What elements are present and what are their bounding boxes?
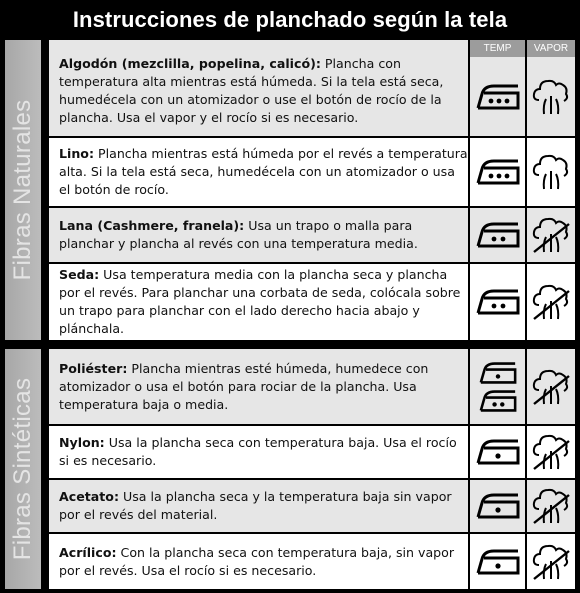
- fabric-instructions: Plancha con temperatura alta mientras está húmeda. Si la tela está seca, humedécela con un atomizador o use el botón de rocío de la plancha. Usa el vapor y el rocío si es necesario.: [59, 56, 444, 125]
- group-band-natural: [5, 40, 41, 340]
- steam-icon: [527, 138, 575, 206]
- group-divider: [0, 340, 580, 349]
- fabric-instructions: Usa la plancha seca con temperatura baja. Usa el rocío si es necesario.: [59, 435, 457, 468]
- group-label-natural: Fibras Naturales: [9, 99, 36, 281]
- no-steam-icon: [527, 534, 575, 589]
- fabric-name: Acrílico:: [59, 544, 117, 560]
- iron-one-dot-icon: [470, 534, 525, 589]
- fabric-instructions: Usa un trapo o malla para planchar y plancha al revés con una temperatura media.: [59, 218, 418, 251]
- iron-two-dots-icon: [470, 264, 525, 340]
- fabric-row-acetato: [49, 480, 468, 532]
- column-header-temp: TEMP: [470, 40, 525, 57]
- no-steam-icon: [527, 264, 575, 340]
- fabric-row-algodon: [49, 46, 468, 136]
- iron-one-dot-icon: [470, 480, 525, 532]
- no-steam-icon: [527, 349, 575, 424]
- fabric-row-acrilico: [49, 534, 468, 589]
- fabric-row-seda: [49, 264, 468, 340]
- fabric-row-lino: [49, 138, 468, 206]
- fabric-name: Poliéster:: [59, 360, 128, 376]
- steam-icon: [527, 57, 575, 136]
- fabric-row-nylon: [49, 426, 468, 478]
- iron-three-dots-icon: [470, 138, 525, 206]
- iron-two-dots-icon: [470, 208, 525, 262]
- fabric-instructions: Plancha mientras está húmeda por el revés a temperatura alta. Si la tela está seca, humedécela con un atomizador o usa el botón de rocío.: [59, 146, 468, 197]
- no-steam-icon: [527, 426, 575, 478]
- fabric-name: Lino:: [59, 146, 94, 161]
- fabric-instructions: Usa la plancha seca y la temperatura baja sin vapor por el revés del material.: [59, 489, 452, 522]
- fabric-name: Algodón (mezclilla, popelina, calicó):: [59, 56, 321, 71]
- fabric-name: Seda:: [59, 267, 100, 282]
- iron-one-and-two-dots-icon: [470, 349, 525, 424]
- fabric-instructions: Plancha mientras esté húmeda, humedece con atomizador o usa el botón para rociar de la plancha. Usa temperatura baja o media.: [59, 360, 429, 412]
- no-steam-icon: [527, 480, 575, 532]
- iron-one-dot-icon: [470, 426, 525, 478]
- group-band-synthetic: [5, 349, 41, 589]
- fabric-row-poliester: [49, 349, 468, 424]
- fabric-row-lana: [49, 208, 468, 262]
- fabric-name: Acetato:: [59, 489, 119, 504]
- fabric-instructions: Usa temperatura media con la plancha seca y plancha por el revés. Para planchar una corbata de seda, colócala sobre un trapo para planchar con el lado derecho hacia abajo y plánchala.: [59, 267, 461, 336]
- fabric-instructions: Con la plancha seca con temperatura baja, sin vapor por el revés. Usa el rocío si es necesario.: [59, 544, 455, 578]
- column-header-vapor: VAPOR: [527, 40, 575, 57]
- fabric-name: Nylon:: [59, 435, 105, 450]
- page-title: Instrucciones de planchado según la tela: [72, 7, 508, 32]
- fabric-name: Lana (Cashmere, franela):: [59, 218, 245, 233]
- iron-three-dots-icon: [470, 57, 525, 136]
- group-label-synthetic: Fibras Sintéticas: [9, 377, 36, 561]
- no-steam-icon: [527, 208, 575, 262]
